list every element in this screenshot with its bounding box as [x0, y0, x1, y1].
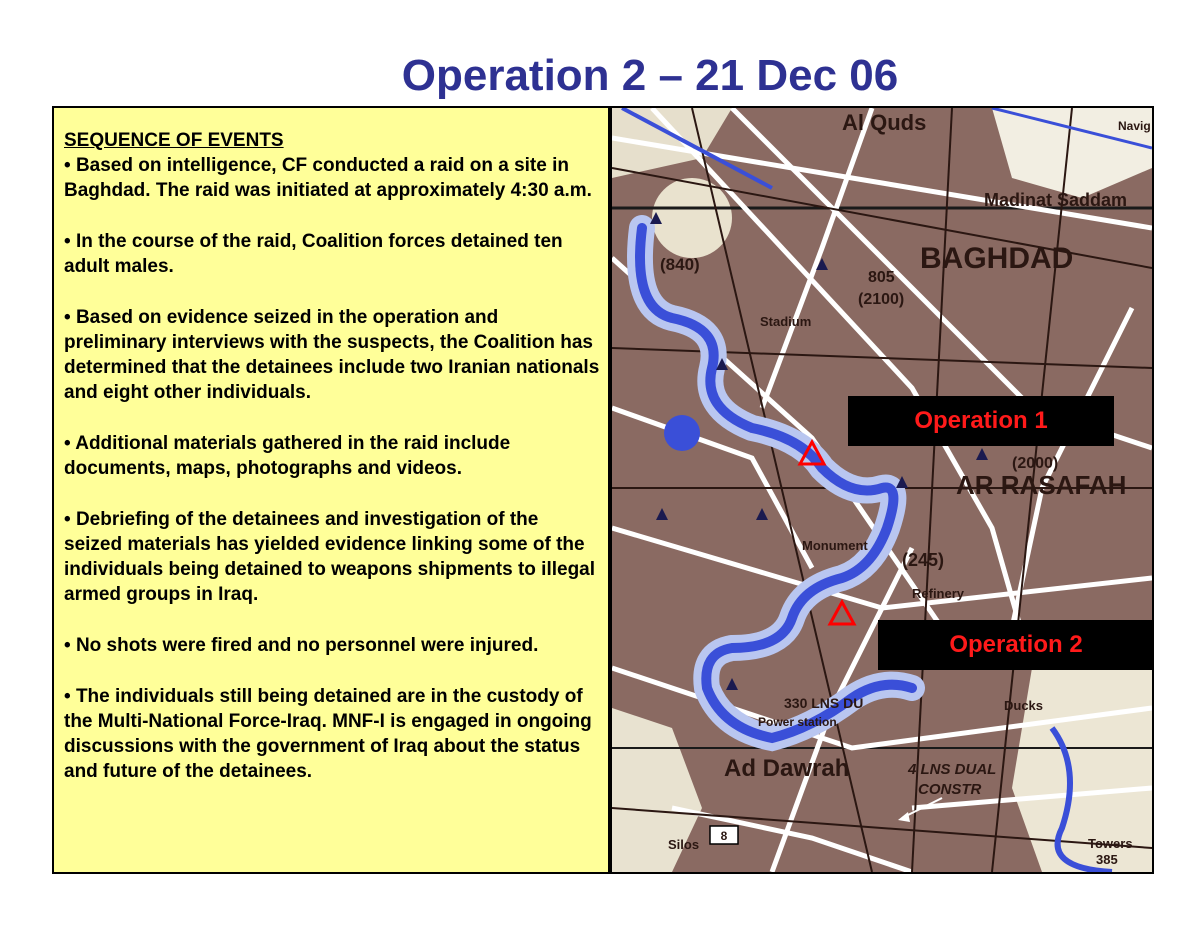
label-baghdad: BAGHDAD [920, 242, 1074, 275]
event-item-5 [64, 507, 600, 607]
label-refinery: Refinery [912, 586, 965, 601]
event-item-4 [64, 431, 600, 481]
baghdad-map [610, 106, 1154, 874]
events-heading: SEQUENCE OF EVENTS [64, 130, 284, 151]
label-elev-2100: (2100) [858, 291, 905, 308]
event-item-3 [64, 305, 600, 405]
label-elev-840: (840) [660, 255, 700, 274]
label-navig: Navig [1118, 119, 1151, 133]
sequence-of-events-panel [52, 106, 610, 874]
bullet-icon: • [64, 155, 76, 176]
operation-1-label: Operation 1 [848, 396, 1114, 446]
event-item-1 [64, 153, 600, 203]
label-elev-805: 805 [868, 269, 895, 286]
label-constr: CONSTR [918, 781, 982, 798]
event-text: Additional materials gathered in the raid include documents, maps, photographs and videos. [64, 433, 511, 479]
event-text: Based on evidence seized in the operation and preliminary interviews with the suspects, the Coalition has determined that the detainees include two Iranian nationals and eight other individuals. [64, 307, 600, 403]
bullet-icon: • [64, 635, 76, 656]
event-text: In the course of the raid, Coalition forces detained ten adult males. [64, 231, 563, 277]
map-graphic [612, 108, 1152, 872]
event-item-2 [64, 229, 600, 279]
lake [664, 415, 700, 451]
label-towers: Towers [1088, 836, 1133, 851]
label-elev-245: (245) [902, 550, 945, 570]
label-al-quds: Al Quds [842, 110, 927, 135]
bullet-icon: • [64, 686, 76, 707]
label-elev-330: 330 LNS DU [784, 695, 864, 711]
event-text: No shots were fired and no personnel were injured. [75, 635, 539, 656]
label-silos: Silos [668, 837, 700, 852]
label-route-num: 8 [720, 829, 728, 843]
bullet-icon: • [64, 509, 76, 530]
label-towers-num: 385 [1096, 852, 1118, 867]
event-item-6 [64, 633, 600, 658]
event-item-7 [64, 684, 600, 784]
bullet-icon: • [64, 433, 76, 454]
event-text: The individuals still being detained are in the custody of the Multi-National Force-Iraq. MNF-I is engaged in ongoing discussions with the government of Iraq about the status and future of the detainees. [64, 686, 592, 782]
park-area [652, 178, 732, 258]
event-text: Debriefing of the detainees and investigation of the seized materials has yielded evidence linking some of the individuals being detained to weapons shipments to illegal armed groups in Iraq. [64, 509, 596, 605]
label-ducks: Ducks [1004, 698, 1044, 713]
slide-title: Operation 2 – 21 Dec 06 [401, 51, 899, 100]
event-text: Based on intelligence, CF conducted a raid on a site in Baghdad. The raid was initiated at approximately 4:30 a.m. [64, 155, 592, 201]
label-stadium: Stadium [760, 314, 812, 329]
label-ad-dawrah: Ad Dawrah [724, 755, 850, 782]
label-elev-2000: (2000) [1012, 455, 1059, 472]
label-madinat-saddam: Madinat Saddam [984, 190, 1128, 210]
label-ar-rasafah: AR RASAFAH [956, 470, 1127, 500]
bullet-icon: • [64, 307, 76, 328]
label-monument: Monument [802, 538, 868, 553]
label-power-station: Power station [758, 715, 837, 729]
bullet-icon: • [64, 231, 76, 252]
operation-2-label: Operation 2 [878, 620, 1154, 670]
label-lns-dual: 4 LNS DUAL [908, 761, 997, 778]
